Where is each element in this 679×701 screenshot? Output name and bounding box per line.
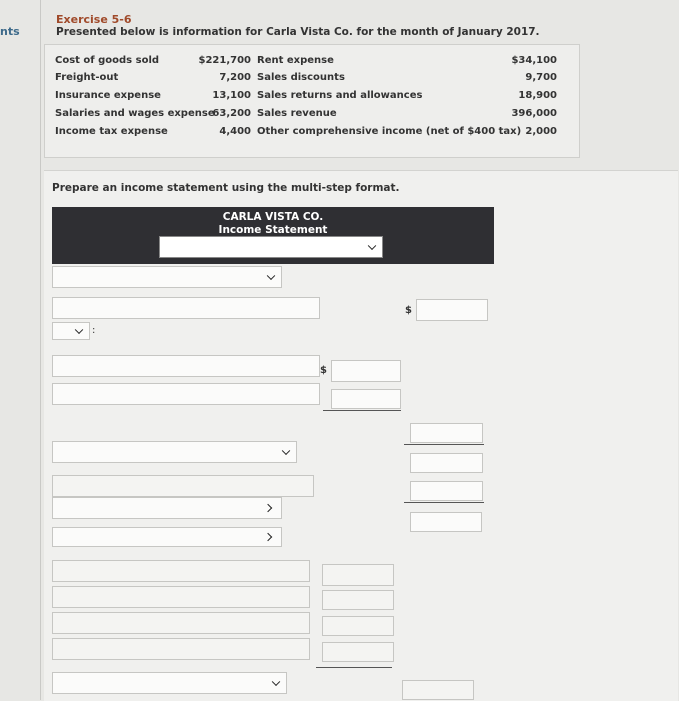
sidebar-tab-label[interactable]: nts [0, 25, 20, 38]
sidebar-divider [40, 0, 41, 700]
data-label: Cost of goods sold [55, 55, 160, 66]
exercise-title: Exercise 5-6 [56, 13, 132, 26]
amount-input[interactable] [416, 299, 488, 321]
amount-input[interactable] [322, 642, 394, 662]
data-label: Income tax expense [55, 126, 168, 137]
amount-input[interactable] [322, 616, 394, 636]
data-value: 13,100 [212, 90, 251, 101]
amount-input[interactable] [331, 389, 401, 409]
data-value: 7,200 [219, 72, 251, 83]
data-value: 2,000 [525, 126, 557, 137]
amount-input[interactable] [331, 360, 401, 382]
line-item-input[interactable] [52, 560, 310, 582]
data-label: Rent expense [257, 55, 334, 66]
given-data-box [44, 44, 580, 158]
statement-header [52, 207, 494, 264]
dollar-sign: $ [405, 305, 412, 316]
line-item-select[interactable] [52, 266, 282, 288]
data-label: Freight-out [55, 72, 119, 83]
label-select[interactable] [52, 322, 90, 340]
statement-name: Income Statement [218, 224, 328, 236]
data-label: Sales discounts [257, 72, 345, 83]
data-label: Sales returns and allowances [257, 90, 423, 101]
underline [323, 410, 401, 411]
data-label: Insurance expense [55, 90, 161, 101]
amount-input[interactable] [402, 680, 474, 700]
data-value: 396,000 [511, 108, 557, 119]
line-item-select[interactable] [52, 441, 297, 463]
line-item-select[interactable] [52, 672, 287, 694]
amount-input[interactable] [322, 590, 394, 610]
line-item-input[interactable] [52, 586, 310, 608]
data-value: $221,700 [198, 55, 251, 66]
line-item-input[interactable] [52, 383, 320, 405]
company-name: CARLA VISTA CO. [222, 211, 324, 223]
question-prompt: Prepare an income statement using the multi-step format. [52, 182, 400, 194]
amount-input[interactable] [410, 481, 483, 501]
exercise-intro: Presented below is information for Carla Vista Co. for the month of January 2017. [56, 26, 540, 38]
line-item-input[interactable] [52, 475, 314, 497]
data-label: Salaries and wages expense [55, 108, 215, 119]
data-value: 18,900 [518, 90, 557, 101]
data-value: 9,700 [525, 72, 557, 83]
data-label: Other comprehensive income (net of $400 tax) [257, 126, 522, 137]
dollar-sign: $ [320, 365, 327, 376]
colon-text: : [92, 325, 96, 336]
underline [404, 444, 484, 445]
amount-input[interactable] [410, 512, 482, 532]
amount-input[interactable] [410, 453, 483, 473]
line-item-input[interactable] [52, 297, 320, 319]
line-item-input[interactable] [52, 638, 310, 660]
data-label: Sales revenue [257, 108, 337, 119]
underline [316, 667, 392, 668]
amount-input[interactable] [322, 564, 394, 586]
data-value: 63,200 [212, 108, 251, 119]
amount-input[interactable] [410, 423, 483, 443]
data-value: $34,100 [511, 55, 557, 66]
line-item-select[interactable] [52, 497, 282, 519]
line-item-input[interactable] [52, 612, 310, 634]
line-item-select[interactable] [52, 527, 282, 547]
underline [404, 502, 484, 503]
period-select[interactable] [159, 236, 383, 258]
line-item-input[interactable] [52, 355, 320, 377]
data-value: 4,400 [219, 126, 251, 137]
